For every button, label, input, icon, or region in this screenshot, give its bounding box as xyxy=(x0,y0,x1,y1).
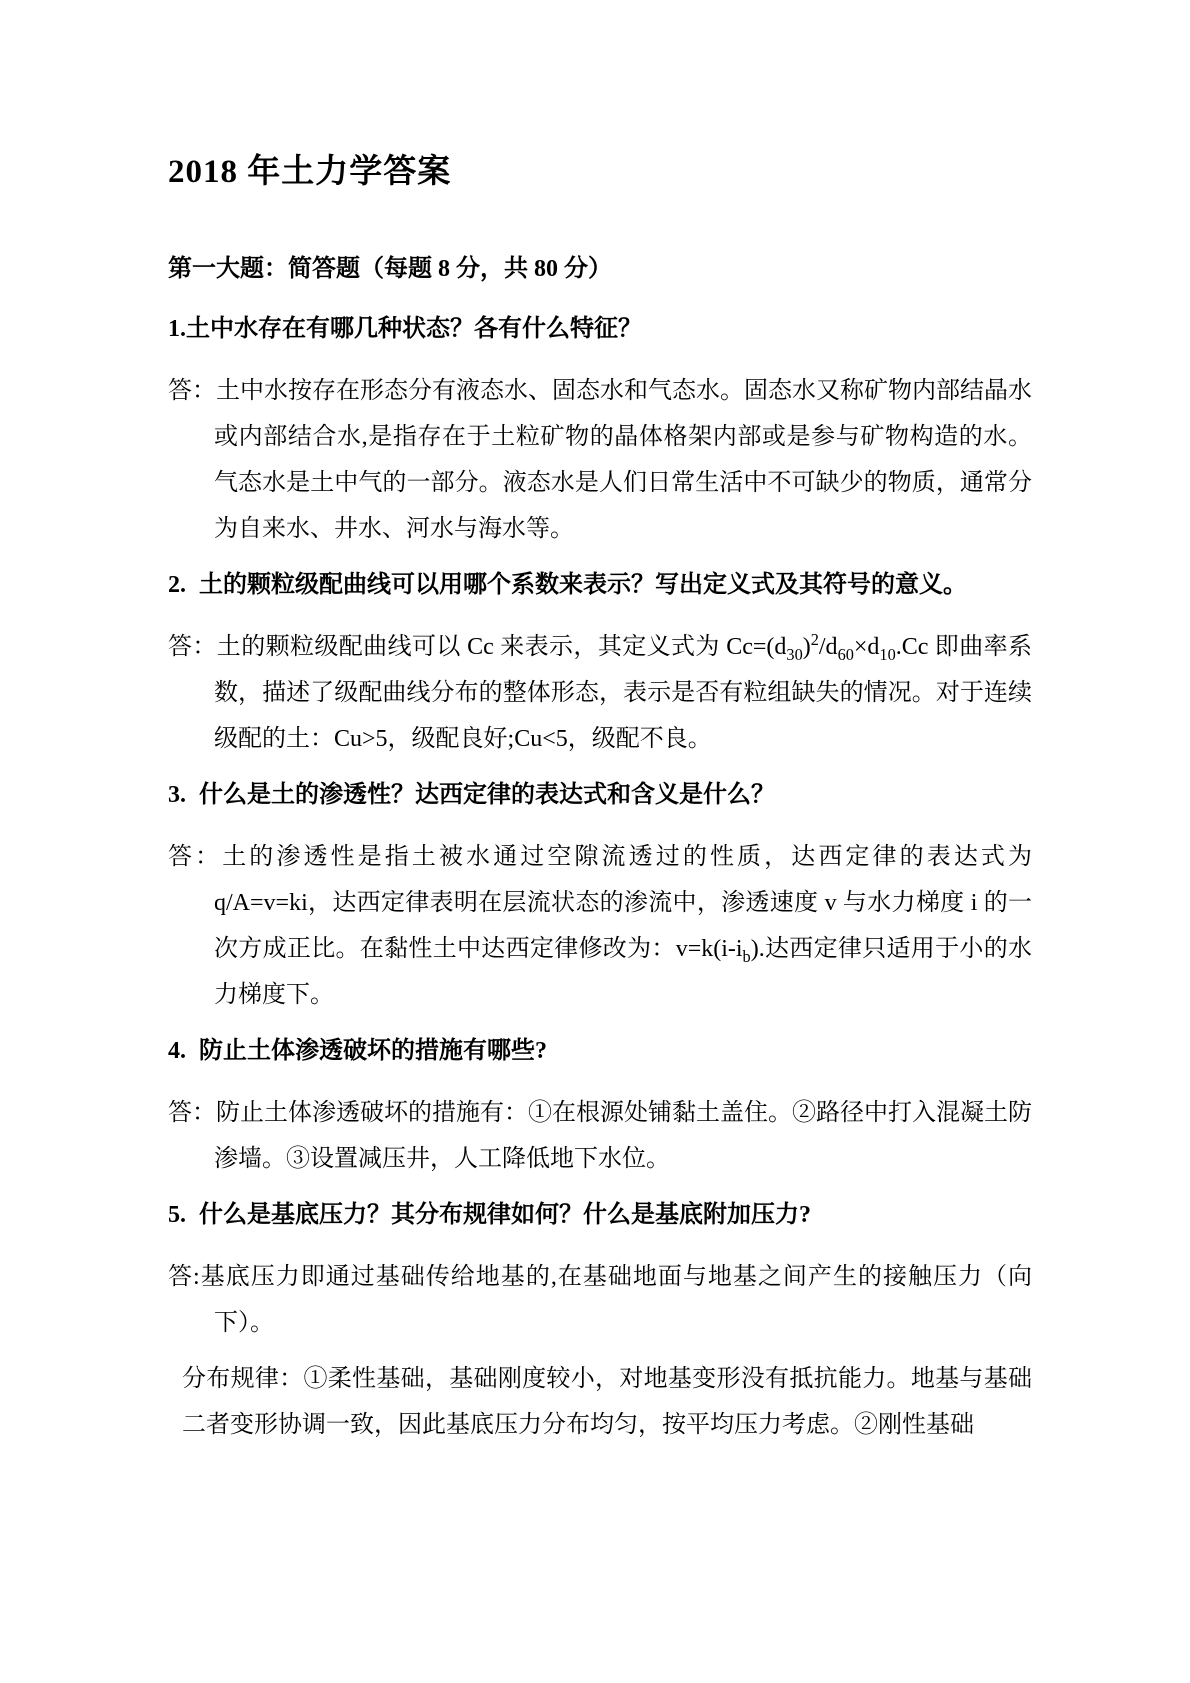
qa-block-5 xyxy=(168,1192,1032,1448)
question-heading-4 xyxy=(168,1028,1032,1074)
answer-4 xyxy=(168,1090,1032,1182)
question-number: 3. xyxy=(168,782,186,808)
question-text: 土的颗粒级配曲线可以用哪个系数来表示？写出定义式及其符号的意义。 xyxy=(199,572,967,598)
answer-2 xyxy=(168,624,1032,762)
answer-1 xyxy=(168,368,1032,552)
document-title: 2018 年土力学答案 xyxy=(168,154,452,190)
answer-label: 答： xyxy=(168,634,217,660)
question-text: 什么是基底压力？其分布规律如何？什么是基底附加压力? xyxy=(199,1202,811,1228)
answer-text: 基底压力即通过基础传给地基的,在基础地面与地基之间产生的接触压力（向下）。 xyxy=(199,1264,1033,1336)
question-number: 4. xyxy=(168,1038,186,1064)
question-number: 1. xyxy=(168,316,186,342)
answer-5-supplement: 分布规律：①柔性基础，基础刚度较小，对地基变形没有抵抗能力。地基与基础二者变形协调一致，因此基底压力分布均匀，按平均压力考虑。②刚性基础 xyxy=(182,1366,1032,1438)
qa-block-3 xyxy=(168,772,1032,1018)
section-heading: 第一大题：简答题（每题 8 分，共 80 分） xyxy=(168,256,612,282)
qa-block-1 xyxy=(168,306,1032,552)
question-number: 2. xyxy=(168,572,186,598)
answer-label: 答： xyxy=(168,378,216,404)
qa-block-2 xyxy=(168,562,1032,762)
answer-5 xyxy=(168,1254,1032,1346)
answer-label: 答: xyxy=(168,1264,200,1290)
question-heading-1 xyxy=(168,306,1032,352)
question-heading-3 xyxy=(168,772,1032,818)
answer-text: 土中水按存在形态分有液态水、固态水和气态水。固态水又称矿物内部结晶水或内部结合水,是指存在于土粒矿物的晶体格架内部或是参与矿物构造的水。气态水是土中气的一部分。液态水是人们日常生活中不可缺少的物质，通常分为自来水、井水、河水与海水等。 xyxy=(214,378,1032,542)
question-heading-5 xyxy=(168,1192,1032,1238)
answer-3 xyxy=(168,834,1032,1018)
question-number: 5. xyxy=(168,1202,186,1228)
answer-text: 土的颗粒级配曲线可以 Cc 来表示，其定义式为 $Cc=(d_{30})^2/d_{60}\times d_{10}.Cc$ 即曲率系数，描述了级配曲线分布的整体形态，表示是否有粒组缺失的情况。对于连续级配的土：Cu>5，级配良好;Cu<5，级配不良。 xyxy=(214,630,1032,752)
answer-text: 土的渗透性是指土被水通过空隙流透过的性质，达西定律的表达式为 q/A=v=ki，达西定律表明在层流状态的渗流中，渗透速度 v 与水力梯度 i 的一次方成正比。在黏性土中达西定律修改为：$v=k(i-i_b)$.达西定律只适用于小的水力梯度下。 xyxy=(214,844,1033,1008)
answer-text: 防止土体渗透破坏的措施有：①在根源处铺黏土盖住。②路径中打入混凝土防渗墙。③设置减压井，人工降低地下水位。 xyxy=(214,1100,1032,1172)
question-text: 防止土体渗透破坏的措施有哪些? xyxy=(199,1038,547,1064)
question-heading-2 xyxy=(168,562,1032,608)
answer-label: 答： xyxy=(168,1100,216,1126)
qa-block-4 xyxy=(168,1028,1032,1182)
question-text: 什么是土的渗透性？达西定律的表达式和含义是什么？ xyxy=(199,782,775,808)
question-text: 土中水存在有哪几种状态？各有什么特征？ xyxy=(186,316,642,342)
answer-label: 答： xyxy=(168,844,223,870)
